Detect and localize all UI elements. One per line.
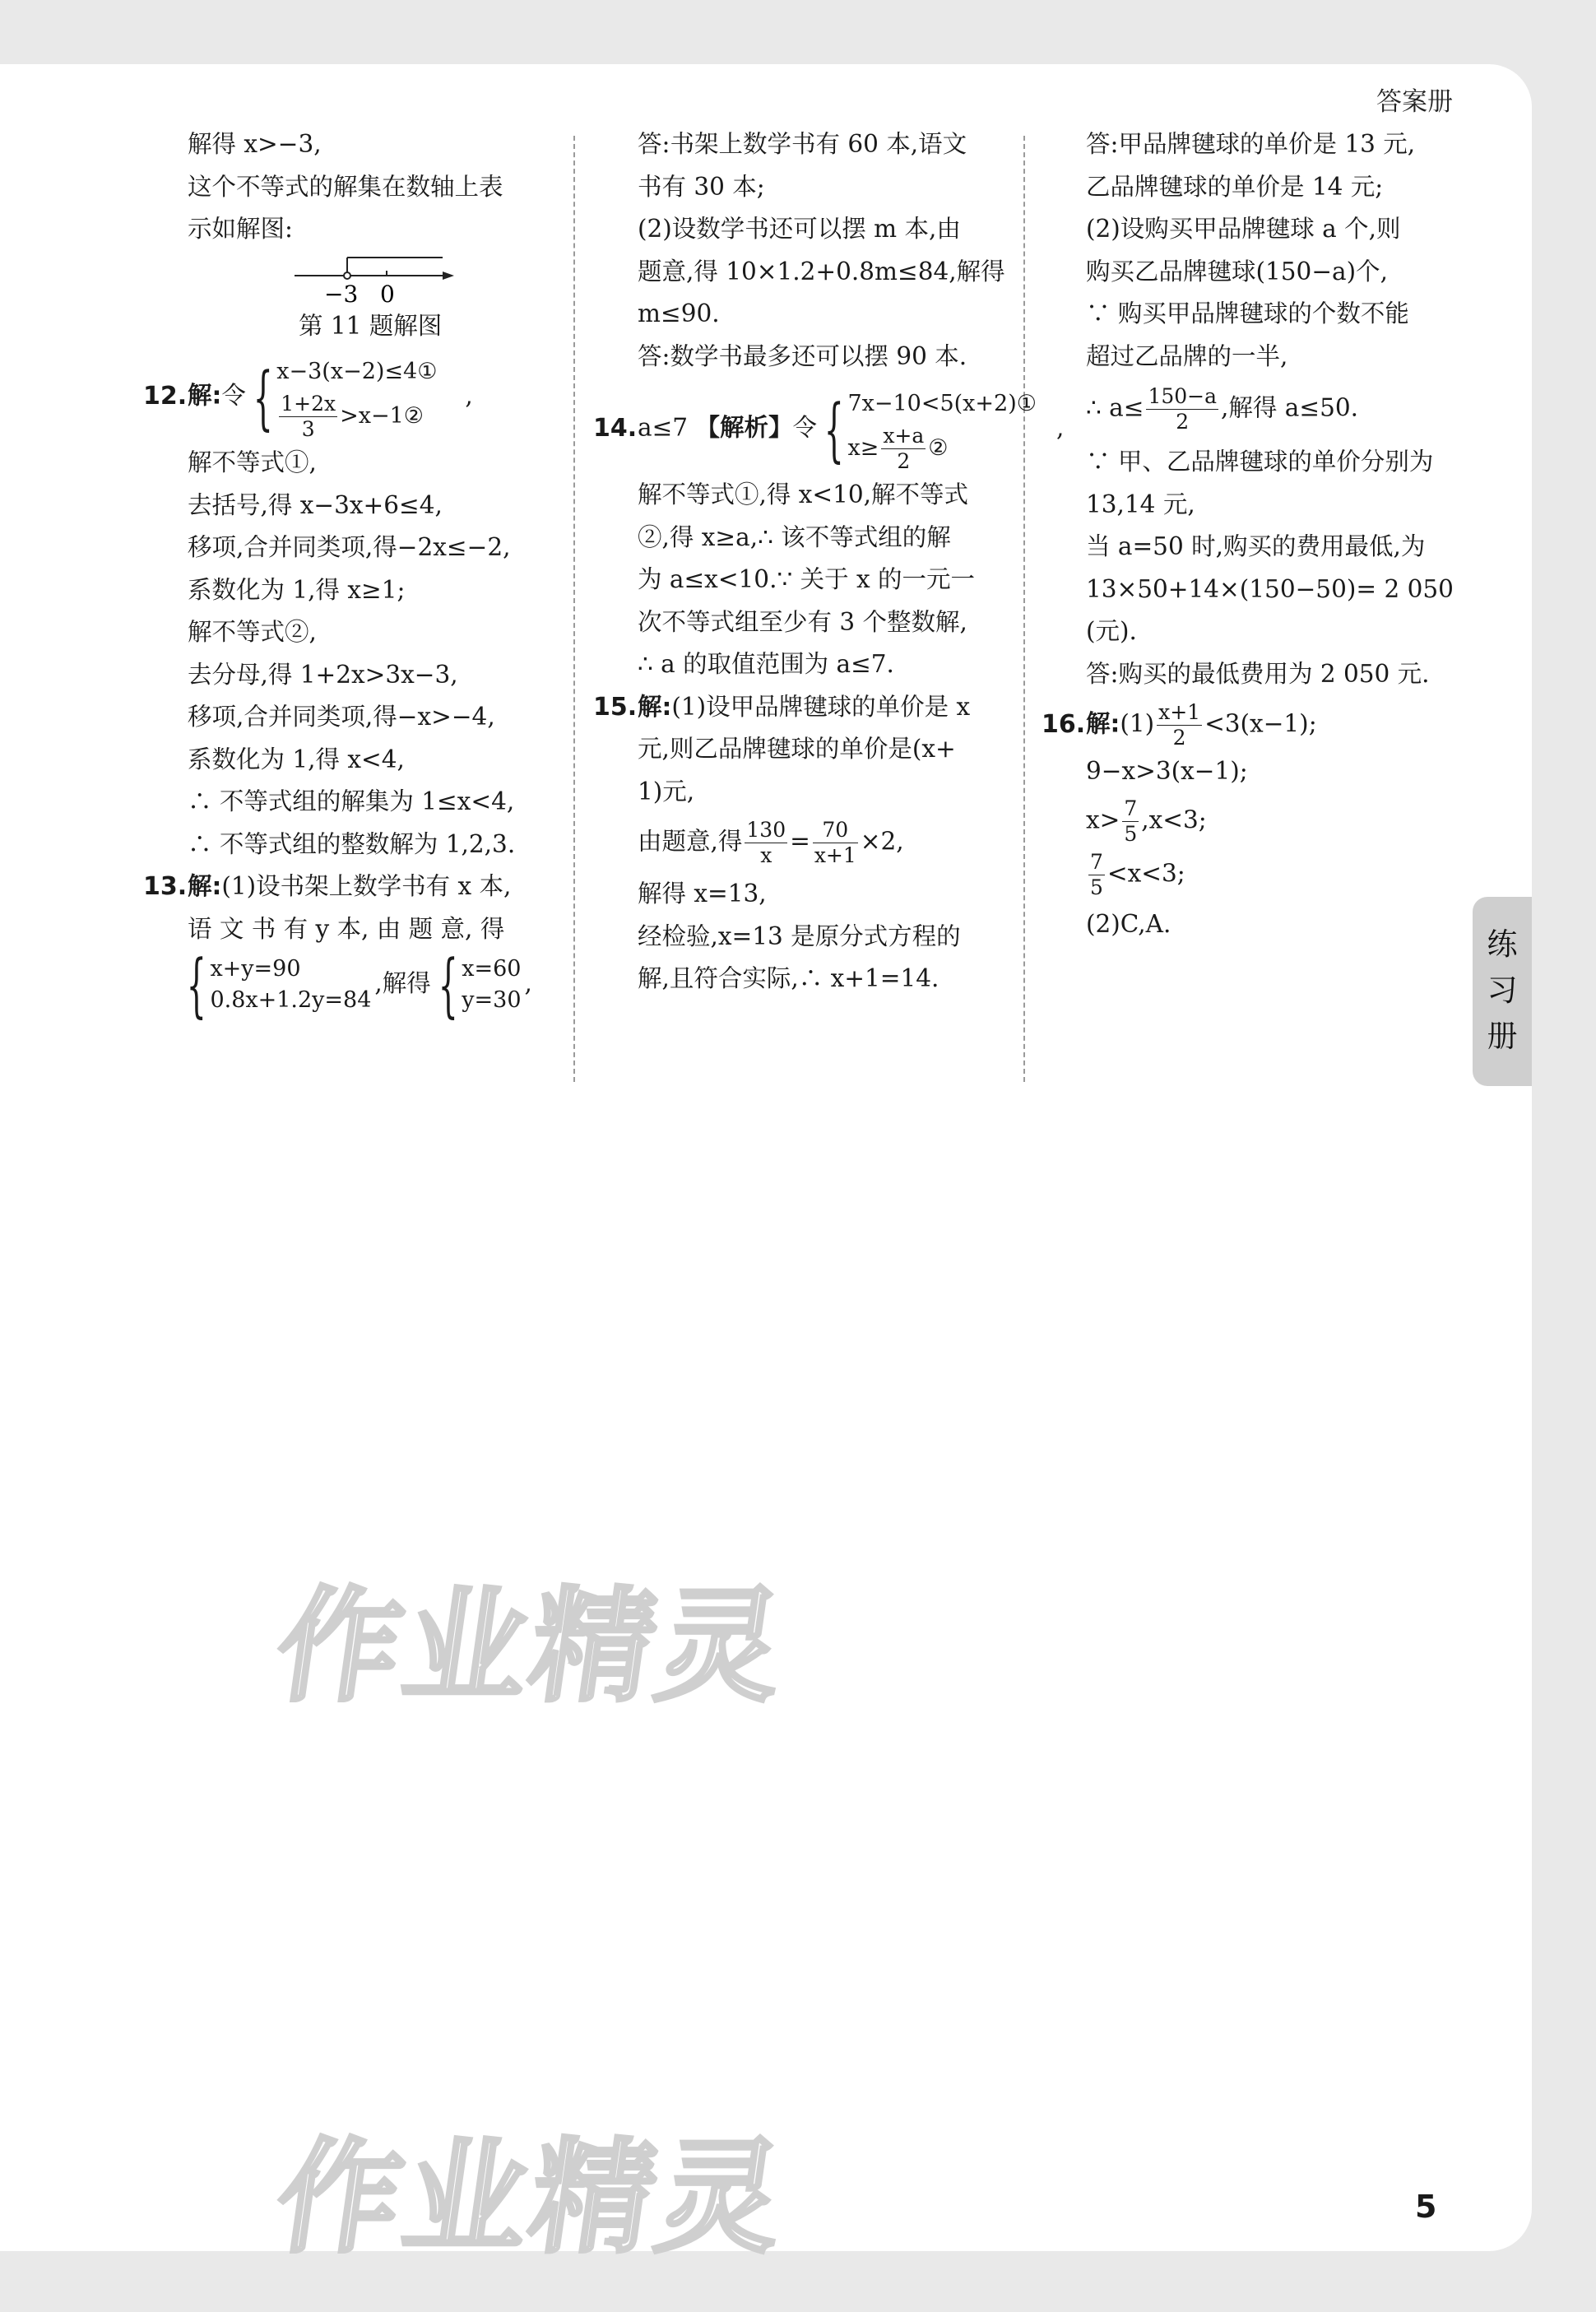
text: ,x<3;	[1141, 805, 1207, 833]
text: ,解得	[374, 969, 431, 997]
denominator: 5	[1124, 821, 1138, 846]
text-line: 移项,合并同类项,得−x>−4,	[188, 703, 495, 731]
text-line: 为 a≤x<10.∵ 关于 x 的一元一	[638, 565, 975, 593]
system-row: x−3(x−2)≤4①	[276, 359, 438, 384]
text-line: (元).	[1086, 617, 1137, 645]
text-line: ∵ 购买甲品牌毽球的个数不能	[1086, 299, 1409, 327]
column-1	[143, 123, 559, 1025]
text: ,	[524, 969, 532, 997]
text: x≥	[847, 435, 879, 461]
column-divider	[1023, 136, 1025, 1082]
text: ∴ a≤	[1086, 393, 1144, 422]
q12-header	[143, 352, 559, 442]
equation-system: { x−3(x−2)≤4① $\frac{1+2x}{3}$ >x−1②	[249, 352, 438, 442]
denominator: x	[760, 843, 772, 867]
text-line: 解,且符合实际,∴ x+1=14.	[638, 964, 940, 992]
text: 由题意,得	[638, 827, 743, 856]
text-line: 书有 30 本;	[638, 172, 765, 201]
denominator: 2	[1176, 410, 1190, 434]
text-line: 当 a=50 时,购买的费用最低,为	[1086, 532, 1426, 560]
text-line: 去括号,得 x−3x+6≤4,	[188, 490, 443, 519]
column-divider	[573, 136, 575, 1082]
text-line: 解不等式①,得 x<10,解不等式	[638, 481, 969, 508]
question-number: 14.	[593, 413, 638, 443]
text-line: 系数化为 1,得 x<4,	[188, 745, 405, 773]
text-line: ②,得 x≥a,∴ 该不等式组的解	[638, 522, 951, 551]
q15-header	[593, 686, 1004, 729]
denominator: 5	[1090, 875, 1103, 899]
text-line: 答:购买的最低费用为 2 050 元.	[1086, 659, 1430, 688]
text-line: 系数化为 1,得 x≥1;	[188, 575, 406, 604]
page-number: 5	[1415, 2189, 1437, 2225]
text-line: ∴ a 的取值范围为 a≤7.	[638, 650, 894, 678]
tab-char: 册	[1487, 1019, 1518, 1054]
text-line: (2)设购买甲品牌毽球 a 个,则	[1086, 215, 1401, 243]
system-row	[276, 392, 437, 442]
system-row: 0.8x+1.2y=84	[210, 987, 372, 1013]
solution-label: 解:	[1086, 709, 1120, 738]
text: =	[790, 827, 810, 856]
denominator: 3	[301, 417, 315, 441]
text: x>	[1086, 805, 1120, 833]
q16-header	[1042, 700, 1456, 750]
denominator: 2	[897, 449, 911, 473]
q13-header	[143, 866, 559, 908]
numerator: x+a	[883, 424, 925, 448]
q14-header	[593, 384, 1065, 474]
text-line: (2)C,A.	[1086, 909, 1171, 938]
text-line: 1)元,	[638, 777, 695, 805]
text: 令	[792, 413, 817, 442]
text-line: 次不等式组至少有 3 个整数解,	[638, 607, 967, 636]
question-number: 16.	[1042, 709, 1086, 739]
text: >x−1②	[340, 403, 424, 429]
figure-caption: 第 11 题解图	[299, 311, 443, 340]
text-line: 13×50+14×(150−50)= 2 050	[1086, 574, 1454, 603]
system-row: 7x−10<5(x+2)①	[847, 391, 1037, 416]
text-line: (2)设数学书还可以摆 m 本,由	[638, 215, 961, 243]
column-3	[1042, 123, 1456, 945]
text-line: 移项,合并同类项,得−2x≤−2,	[188, 533, 511, 561]
tab-char: 习	[1487, 973, 1518, 1008]
page-header: 答案册	[1376, 87, 1453, 117]
numerator: 7	[1124, 796, 1138, 820]
text: <3(x−1);	[1204, 709, 1317, 738]
system-row: x+y=90	[210, 956, 301, 982]
text: (1)设甲品牌毽球的单价是 x	[671, 692, 971, 721]
text-line: 解不等式①,	[188, 448, 317, 476]
text: (1)设书架上数学书有 x 本,	[221, 872, 512, 900]
text-line: ∴ 不等式组的整数解为 1,2,3.	[188, 829, 516, 858]
denominator: x+1	[814, 843, 856, 867]
system-row	[847, 424, 1037, 474]
numerator: 7	[1090, 849, 1103, 874]
text-line: ∴ 不等式组的解集为 1≤x<4,	[188, 787, 515, 815]
watermark: 作业精灵	[267, 2127, 796, 2270]
text: (1)	[1120, 709, 1155, 738]
numerator: 70	[813, 818, 858, 843]
text-line: 乙品牌毽球的单价是 14 元;	[1086, 172, 1384, 201]
text: ,	[465, 381, 473, 410]
analysis-label: 【解析】	[695, 413, 793, 442]
numerator: 1+2x	[281, 392, 336, 416]
text-line: m≤90.	[638, 299, 720, 327]
text-line: 解不等式②,	[188, 618, 317, 646]
text-line: 元,则乙品牌毽球的单价是(x+	[638, 735, 956, 763]
equation-line	[1086, 850, 1456, 900]
text: 令	[221, 381, 246, 410]
text-line: 示如解图:	[188, 215, 293, 243]
equation-line	[1086, 384, 1456, 434]
text: ,	[1055, 413, 1065, 442]
solution-label: 解:	[638, 692, 672, 721]
text-line: 超过乙品牌的一半,	[1086, 341, 1288, 370]
text-line: ∵ 甲、乙品牌毽球的单价分别为	[1086, 448, 1434, 476]
text: ,解得 a≤50.	[1221, 393, 1359, 422]
text-line: 语 文 书 有 y 本, 由 题 意, 得	[188, 914, 505, 943]
text-line: 13,14 元,	[1086, 490, 1195, 518]
text-line: 答:书架上数学书有 60 本,语文	[638, 130, 967, 158]
equation-line	[638, 818, 1004, 868]
equation-system: { x=60 y=30	[438, 945, 522, 1025]
text-line: 经检验,x=13 是原分式方程的	[638, 922, 961, 950]
text-line: 答:数学书最多还可以摆 90 本.	[638, 341, 967, 370]
text: <x<3;	[1107, 859, 1185, 887]
tab-char: 练	[1487, 926, 1518, 962]
question-number: 12.	[143, 381, 188, 411]
denominator: 2	[1172, 726, 1186, 750]
text-line: 解得 x=13,	[638, 880, 767, 908]
equation-system: { 7x−10<5(x+2)① x≥ $\frac{x+a}{2}$ ②	[820, 384, 1037, 474]
text: ②	[928, 435, 949, 461]
solution-label: 解:	[188, 872, 222, 900]
section-tab[interactable]	[1473, 897, 1532, 1086]
number-line-figure	[295, 254, 459, 305]
equation-system: { x+y=90 0.8x+1.2y=84	[186, 945, 372, 1025]
text-line: 解得 x>−3,	[188, 130, 322, 158]
tick-label: 0	[380, 280, 395, 305]
tick-label: −3	[324, 280, 359, 305]
numerator: x+1	[1158, 700, 1201, 724]
watermark: 作业精灵	[267, 1576, 796, 1719]
solution-label: 解:	[188, 381, 222, 410]
text-line: 去分母,得 1+2x>3x−3,	[188, 660, 458, 689]
text-line: 9−x>3(x−1);	[1086, 757, 1248, 785]
question-number: 13.	[143, 872, 188, 901]
system-row: x=60	[462, 956, 522, 982]
system-row: y=30	[462, 987, 522, 1013]
text-line: 这个不等式的解集在数轴上表	[188, 172, 503, 201]
answer: a≤7	[638, 413, 689, 442]
text-line: 购买乙品牌毽球(150−a)个,	[1086, 257, 1389, 286]
text-line: 答:甲品牌毽球的单价是 13 元,	[1086, 130, 1416, 158]
numerator: 130	[746, 818, 786, 842]
q13-systems	[186, 945, 559, 1025]
numerator: 150−a	[1148, 384, 1218, 408]
text: ×2,	[860, 827, 904, 856]
question-number: 15.	[593, 692, 638, 722]
equation-line	[1086, 796, 1456, 847]
text-line: 题意,得 10×1.2+0.8m≤84,解得	[638, 257, 1005, 286]
